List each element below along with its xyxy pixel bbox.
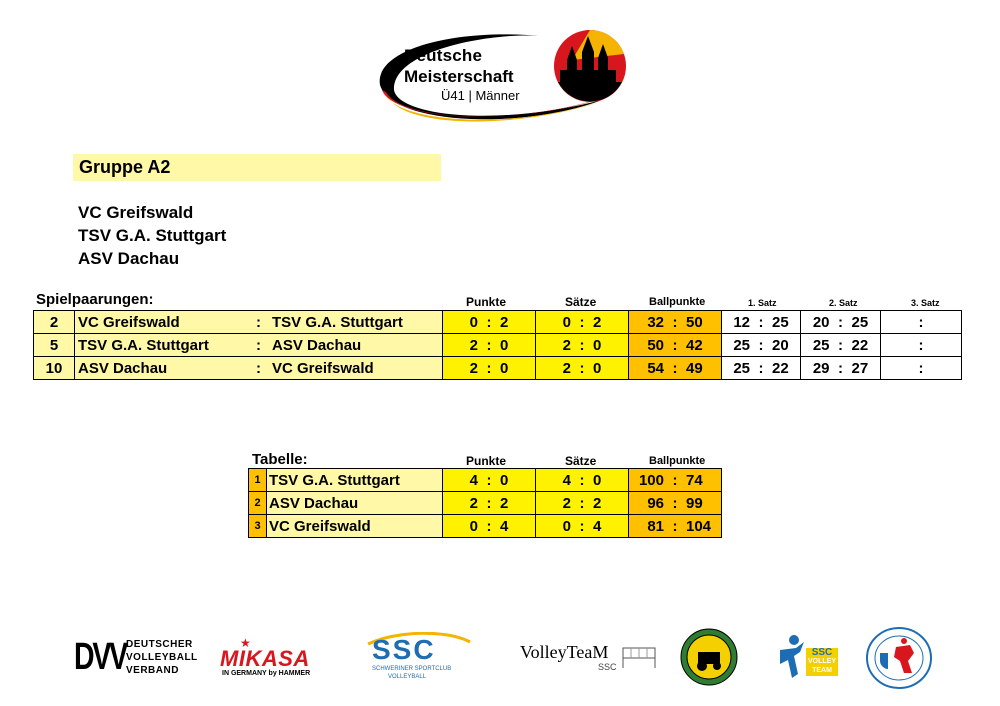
standings-punkte: 0 : 4 — [443, 515, 536, 538]
match-satz1: 12 : 25 — [722, 311, 801, 334]
match-home-team: ASV Dachau — [78, 359, 168, 377]
sscteam-line2: VOLLEY — [807, 658, 836, 665]
matches-header-satz1: 1. Satz — [748, 298, 777, 308]
ssc-sub1: SCHWERINER SPORTCLUB — [372, 666, 452, 672]
ssc-sub2: VOLLEYBALL — [388, 674, 427, 680]
standings-ballpunkte: 96 : 99 — [629, 492, 722, 515]
logo-text-meisterschaft: Meisterschaft — [404, 67, 514, 86]
standings-ballpunkte: 100 : 74 — [629, 469, 722, 492]
sponsor-ssc — [358, 632, 478, 682]
volleyball-net-icon — [622, 646, 656, 670]
match-satz3: : — [881, 357, 962, 380]
match-satz2: 25 : 22 — [801, 334, 881, 357]
match-number: 2 — [34, 311, 75, 334]
match-punkte: 2 : 0 — [443, 334, 536, 357]
sscteam-line1: SSC — [811, 647, 833, 658]
match-row — [34, 334, 962, 357]
sponsor-dvv — [74, 636, 198, 680]
standings-row — [249, 515, 722, 538]
match-away-team: TSV G.A. Stuttgart — [272, 313, 403, 331]
match-away-team: ASV Dachau — [272, 336, 362, 354]
group-team-3: ASV Dachau — [78, 249, 180, 268]
standings-row — [249, 492, 722, 515]
dvv-line3: VERBAND — [126, 665, 179, 676]
group-team-2: TSV G.A. Stuttgart — [78, 226, 227, 245]
standings-row — [249, 469, 722, 492]
matches-table — [33, 310, 962, 380]
sponsor-mvv — [866, 627, 932, 689]
match-home-team: VC Greifswald — [78, 313, 180, 331]
mikasa-name: MIKASA — [220, 646, 310, 671]
logo-text-deutsche: Deutsche — [404, 46, 483, 65]
match-away-team: VC Greifswald — [272, 359, 374, 377]
match-row — [34, 357, 962, 380]
standings-punkte: 4 : 0 — [443, 469, 536, 492]
standings-rank: 3 — [249, 515, 267, 538]
standings-rank: 2 — [249, 492, 267, 515]
match-pairing — [75, 311, 443, 334]
match-pairing — [75, 334, 443, 357]
mvv-emblem-icon — [866, 627, 932, 689]
match-home-team: TSV G.A. Stuttgart — [78, 336, 209, 354]
standings-saetze: 2 : 2 — [536, 492, 629, 515]
dvv-line2: VOLLEYBALL — [126, 652, 198, 663]
match-punkte: 2 : 0 — [443, 357, 536, 380]
match-saetze: 0 : 2 — [536, 311, 629, 334]
standings-team: ASV Dachau — [267, 492, 443, 515]
traktor-emblem-icon — [680, 628, 738, 686]
dvv-mark: DVV — [74, 636, 126, 678]
standings-table — [248, 468, 722, 538]
standings-saetze: 0 : 4 — [536, 515, 629, 538]
mvv-name — [866, 627, 867, 628]
sponsor-traktor — [680, 628, 738, 686]
standings-punkte: 2 : 2 — [443, 492, 536, 515]
standings-rank: 1 — [249, 469, 267, 492]
match-pairing — [75, 357, 443, 380]
match-satz3: : — [881, 311, 962, 334]
mikasa-star-icon: ★ — [240, 636, 251, 650]
logo-text-category: Ü41 | Männer — [441, 88, 520, 103]
mikasa-sub: IN GERMANY by HAMMER — [222, 670, 311, 677]
match-satz1: 25 : 22 — [722, 357, 801, 380]
group-title: Gruppe A2 — [73, 154, 441, 181]
match-row — [34, 311, 962, 334]
match-satz2: 29 : 27 — [801, 357, 881, 380]
matches-header-satz3: 3. Satz — [911, 298, 940, 308]
match-saetze: 2 : 0 — [536, 357, 629, 380]
match-saetze: 2 : 0 — [536, 334, 629, 357]
standings-header-ballpunkte: Ballpunkte — [649, 455, 706, 467]
sscteam-line3: TEAM — [812, 667, 832, 674]
sponsor-volleyteam — [520, 640, 656, 680]
match-number: 5 — [34, 334, 75, 357]
match-ballpunkte: 32 : 50 — [629, 311, 722, 334]
match-punkte: 0 : 2 — [443, 311, 536, 334]
volleyteam-name: VolleyTeaM — [520, 642, 609, 662]
sponsor-mikasa — [220, 636, 336, 680]
match-satz3: : — [881, 334, 962, 357]
match-separator: : — [256, 359, 261, 377]
standings-ballpunkte: 81 : 104 — [629, 515, 722, 538]
match-separator: : — [256, 313, 261, 331]
match-satz1: 25 : 20 — [722, 334, 801, 357]
matches-section-label: Spielpaarungen: — [36, 291, 154, 308]
dvv-line1: DEUTSCHER — [126, 639, 193, 650]
matches-header-ballpunkte: Ballpunkte — [649, 296, 706, 308]
standings-header-punkte: Punkte — [466, 454, 507, 468]
ssc-name: SSC — [372, 634, 436, 665]
group-team-1: VC Greifswald — [78, 203, 194, 222]
championship-logo — [372, 30, 634, 126]
match-separator: : — [256, 336, 261, 354]
match-ballpunkte: 54 : 49 — [629, 357, 722, 380]
standings-header-saetze: Sätze — [565, 454, 597, 468]
standings-team: TSV G.A. Stuttgart — [267, 469, 443, 492]
standings-section-label: Tabelle: — [252, 451, 308, 468]
match-ballpunkte: 50 : 42 — [629, 334, 722, 357]
matches-header-punkte: Punkte — [466, 295, 507, 309]
standings-saetze: 4 : 0 — [536, 469, 629, 492]
volleyteam-sub: SSC — [598, 662, 617, 672]
matches-header-saetze: Sätze — [565, 295, 597, 309]
matches-header-satz2: 2. Satz — [829, 298, 858, 308]
match-satz2: 20 : 25 — [801, 311, 881, 334]
match-number: 10 — [34, 357, 75, 380]
traktor-name — [680, 628, 681, 629]
player-figure-icon — [776, 634, 806, 680]
sponsor-ssc-volleyteam — [776, 634, 840, 680]
standings-team: VC Greifswald — [267, 515, 443, 538]
